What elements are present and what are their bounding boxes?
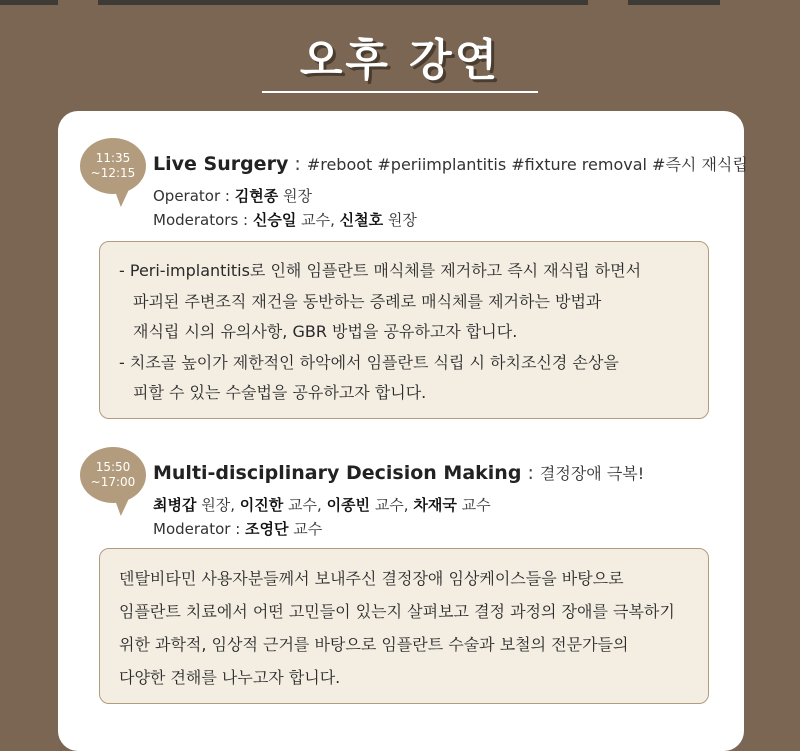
person-name: 이진한 bbox=[239, 496, 284, 514]
description-line: 위한 과학적, 임상적 근거를 바탕으로 임플란트 수술과 보철의 전문가들의 bbox=[119, 635, 629, 654]
person-title: 교수 bbox=[456, 496, 491, 514]
person-name: 신철호 bbox=[339, 211, 384, 229]
person-title: 교수 bbox=[288, 520, 323, 538]
time-bubble bbox=[80, 138, 146, 194]
description-line: 피할 수 있는 수술법을 공유하고자 합니다. bbox=[133, 383, 427, 402]
person-name: 신승일 bbox=[252, 211, 297, 229]
moderators-line bbox=[153, 209, 417, 230]
moderator-line bbox=[153, 518, 322, 539]
operator-line bbox=[153, 185, 312, 206]
role-label: Moderator : bbox=[153, 520, 246, 538]
strip-piece bbox=[98, 0, 588, 5]
person-name: 조영단 bbox=[245, 520, 289, 538]
time-start: 11:35 bbox=[95, 151, 131, 165]
session-title bbox=[153, 461, 644, 484]
time-end: ~12:15 bbox=[90, 166, 136, 180]
title-separator: : bbox=[521, 462, 540, 484]
person-name: 차재국 bbox=[413, 496, 457, 514]
strip-piece bbox=[628, 0, 720, 5]
person-title: 원장 bbox=[383, 211, 417, 229]
person-title: 교수, bbox=[283, 496, 327, 514]
page-title: 오후 강연 bbox=[299, 35, 501, 86]
role-label: Moderators : bbox=[153, 211, 253, 229]
session-tags: #reboot #periimplantitis #fixture removal #즉시 재식립 bbox=[306, 155, 748, 174]
description-line: 덴탈비타민 사용자분들께서 보내주신 결정장애 임상케이스들을 바탕으로 bbox=[119, 569, 624, 588]
description-line: - 치조골 높이가 제한적인 하악에서 임플란트 식립 시 하치조신경 손상을 bbox=[119, 353, 619, 372]
person-name: 김현종 bbox=[234, 187, 279, 205]
description-line: 다양한 견해를 나누고자 합니다. bbox=[119, 668, 341, 687]
time-bubble bbox=[80, 447, 146, 503]
person-title: 원장 bbox=[278, 187, 312, 205]
role-label: Operator : bbox=[153, 187, 235, 205]
time-end: ~17:00 bbox=[90, 475, 136, 489]
description-line: - Peri-implantitis로 인해 임플란트 매식체를 제거하고 즉시 재식립 하면서 bbox=[119, 261, 642, 280]
description-line: 파괴된 주변조직 재건을 동반하는 증례로 매식체를 제거하는 방법과 bbox=[133, 292, 602, 311]
session-title bbox=[153, 152, 748, 175]
person-title: 원장, bbox=[196, 496, 240, 514]
strip-piece bbox=[0, 0, 58, 5]
speakers-line bbox=[153, 494, 491, 515]
time-start: 15:50 bbox=[95, 460, 131, 474]
person-title: 교수, bbox=[296, 211, 340, 229]
person-name: 이종빈 bbox=[326, 496, 371, 514]
title-underline bbox=[262, 91, 538, 93]
session-name: Multi-disciplinary Decision Making bbox=[153, 462, 522, 484]
title-separator: : bbox=[288, 153, 307, 175]
person-name: 최병갑 bbox=[153, 496, 197, 514]
description-line: 임플란트 치료에서 어떤 고민들이 있는지 살펴보고 결정 과정의 장애를 극복하기 bbox=[119, 602, 675, 621]
session-tags: 결정장애 극복! bbox=[539, 464, 645, 483]
description-line: 재식립 시의 유의사항, GBR 방법을 공유하고자 합니다. bbox=[133, 322, 518, 341]
top-strip bbox=[0, 0, 800, 5]
person-title: 교수, bbox=[370, 496, 414, 514]
session-name: Live Surgery bbox=[153, 153, 289, 175]
